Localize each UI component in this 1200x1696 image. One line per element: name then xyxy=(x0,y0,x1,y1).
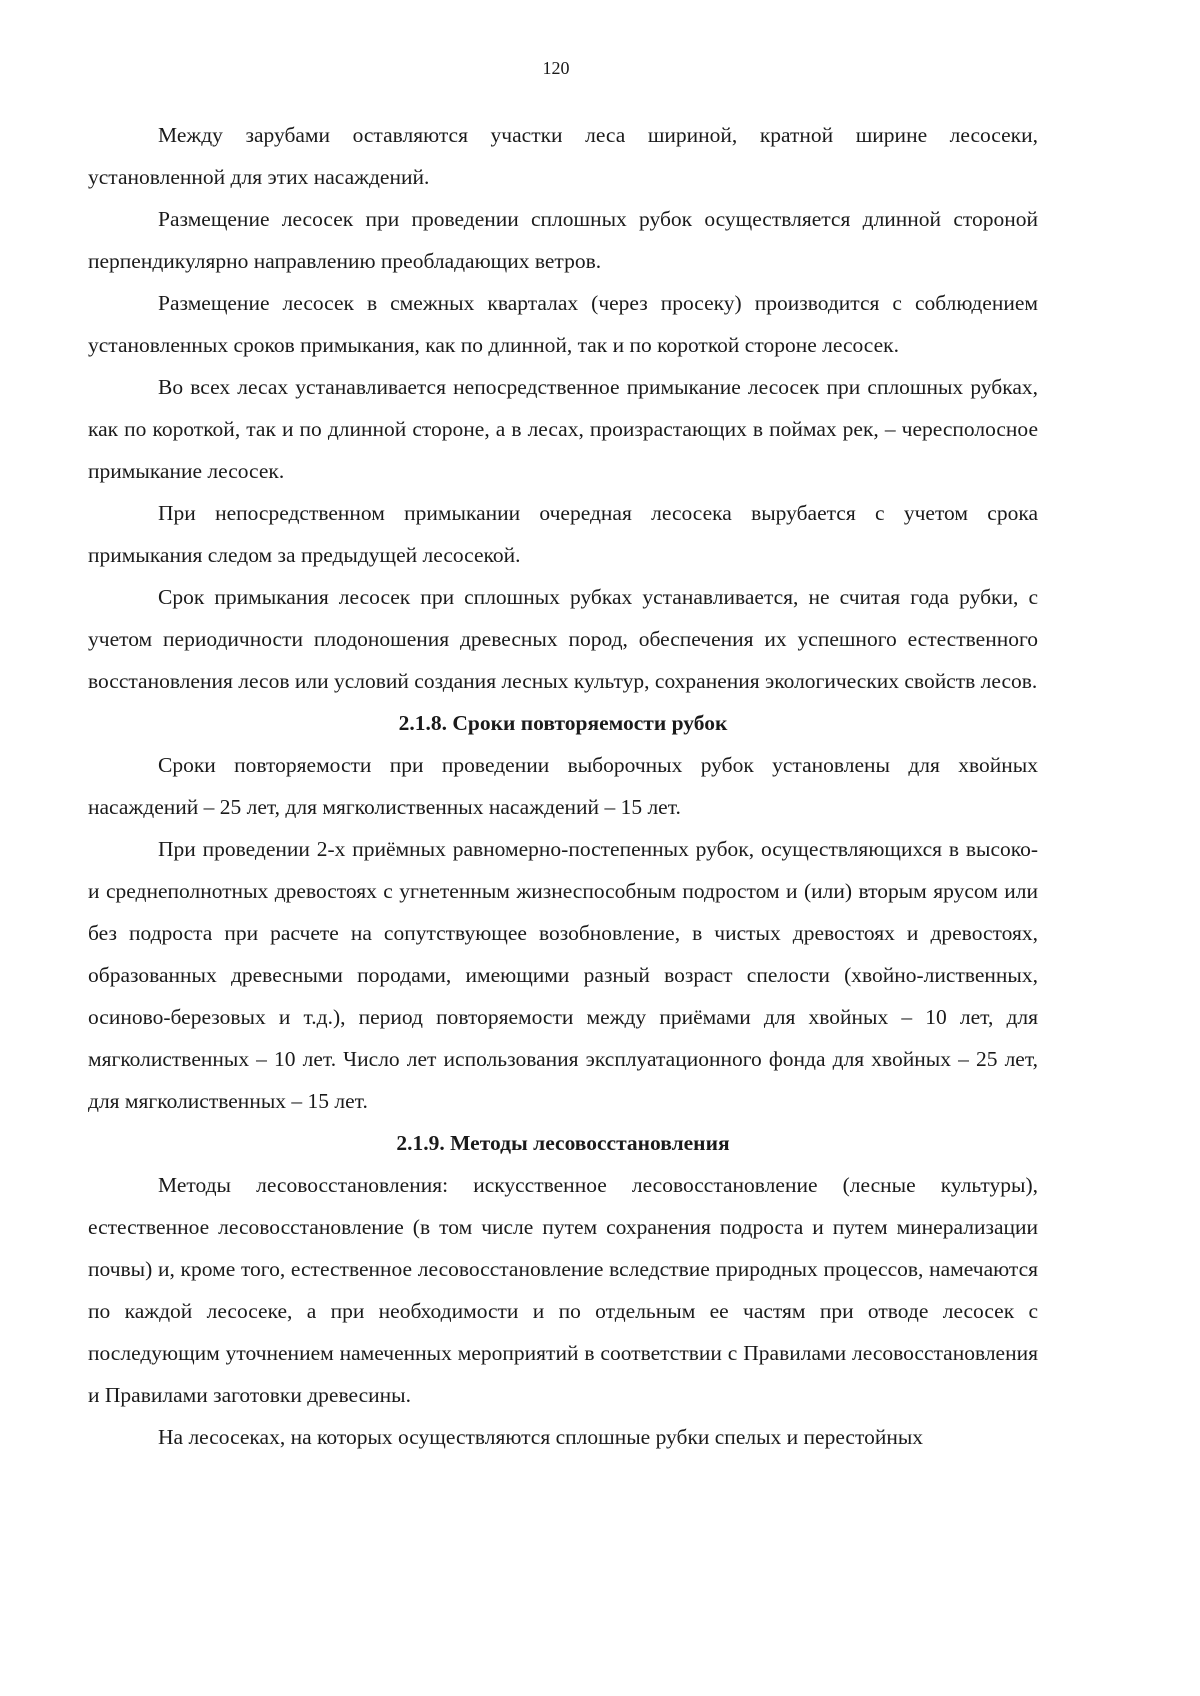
section-heading-2-1-9: 2.1.9. Методы лесовосстановления xyxy=(396,1131,730,1155)
paragraph-adjacent-quarters: Размещение лесосек в смежных кварталах (через просеку) производится с соблюдением установленных сроков примыкания, как по длинной, так и по короткой стороне лесосек. xyxy=(88,291,1038,357)
paragraph-reforestation-methods: Методы лесовосстановления: искусственное лесовосстановление (лесные культуры), естественное лесовосстановление (в том числе путем сохранения подроста и путем минерализации почвы) и, кроме того, естественное лесовосстановление вследствие природных процессов, намечаются по каждой лесосеке, а при необходимости и по отдельным ее частям при отводе лесосек с последующим уточнением намеченных мероприятий в соответствии с Правилами лесовосстановления и Правилами заготовки древесины. xyxy=(88,1173,1038,1407)
paragraph-adjoining-term: Срок примыкания лесосек при сплошных рубках устанавливается, не считая года рубки, с учетом периодичности плодоношения древесных пород, обеспечения их успешного естественного восстановления лесов или условий создания лесных культур, сохранения экологических свойств лесов. xyxy=(88,585,1038,693)
paragraph-between-cuts: Между зарубами оставляются участки леса шириной, кратной ширине лесосеки, установленной для этих насаждений. xyxy=(88,123,1038,189)
section-heading-2-1-8: 2.1.8. Сроки повторяемости рубок xyxy=(398,711,728,735)
paragraph-two-stage-cuts: При проведении 2-х приёмных равномерно-постепенных рубок, осуществляющихся в высоко- и среднеполнотных древостоях с угнетенным жизнеспособным подростом и (или) вторым ярусом или без подроста при расчете на сопутствующее возобновление, в чистых древостоях и древостоях, образованных древесными породами, имеющими разный возраст спелости (хвойно-лиственных, осиново-березовых и т.д.), период повторяемости между приёмами для хвойных – 10 лет, для мягколиственных – 10 лет. Число лет использования эксплуатационного фонда для хвойных – 25 лет, для мягколиственных – 15 лет. xyxy=(88,837,1038,1113)
paragraph-next-cutting-area: При непосредственном примыкании очередная лесосека вырубается с учетом срока примыкания следом за предыдущей лесосекой. xyxy=(88,501,1038,567)
paragraph-placement-clearcut: Размещение лесосек при проведении сплошных рубок осуществляется длинной стороной перпендикулярно направлению преобладающих ветров. xyxy=(88,207,1038,273)
paragraph-clearcut-mature: На лесосеках, на которых осуществляются сплошные рубки спелых и перестойных xyxy=(158,1425,924,1449)
paragraph-selective-cuts-terms: Сроки повторяемости при проведении выборочных рубок установлены для хвойных насаждений – 25 лет, для мягколиственных насаждений – 15 лет. xyxy=(88,753,1038,819)
paragraph-direct-adjoining: Во всех лесах устанавливается непосредственное примыкание лесосек при сплошных рубках, как по короткой, так и по длинной стороне, а в лесах, произрастающих в поймах рек, – чересполосное примыкание лесосек. xyxy=(88,375,1038,483)
page-number: 120 xyxy=(542,58,570,78)
page-content xyxy=(88,114,1038,1458)
